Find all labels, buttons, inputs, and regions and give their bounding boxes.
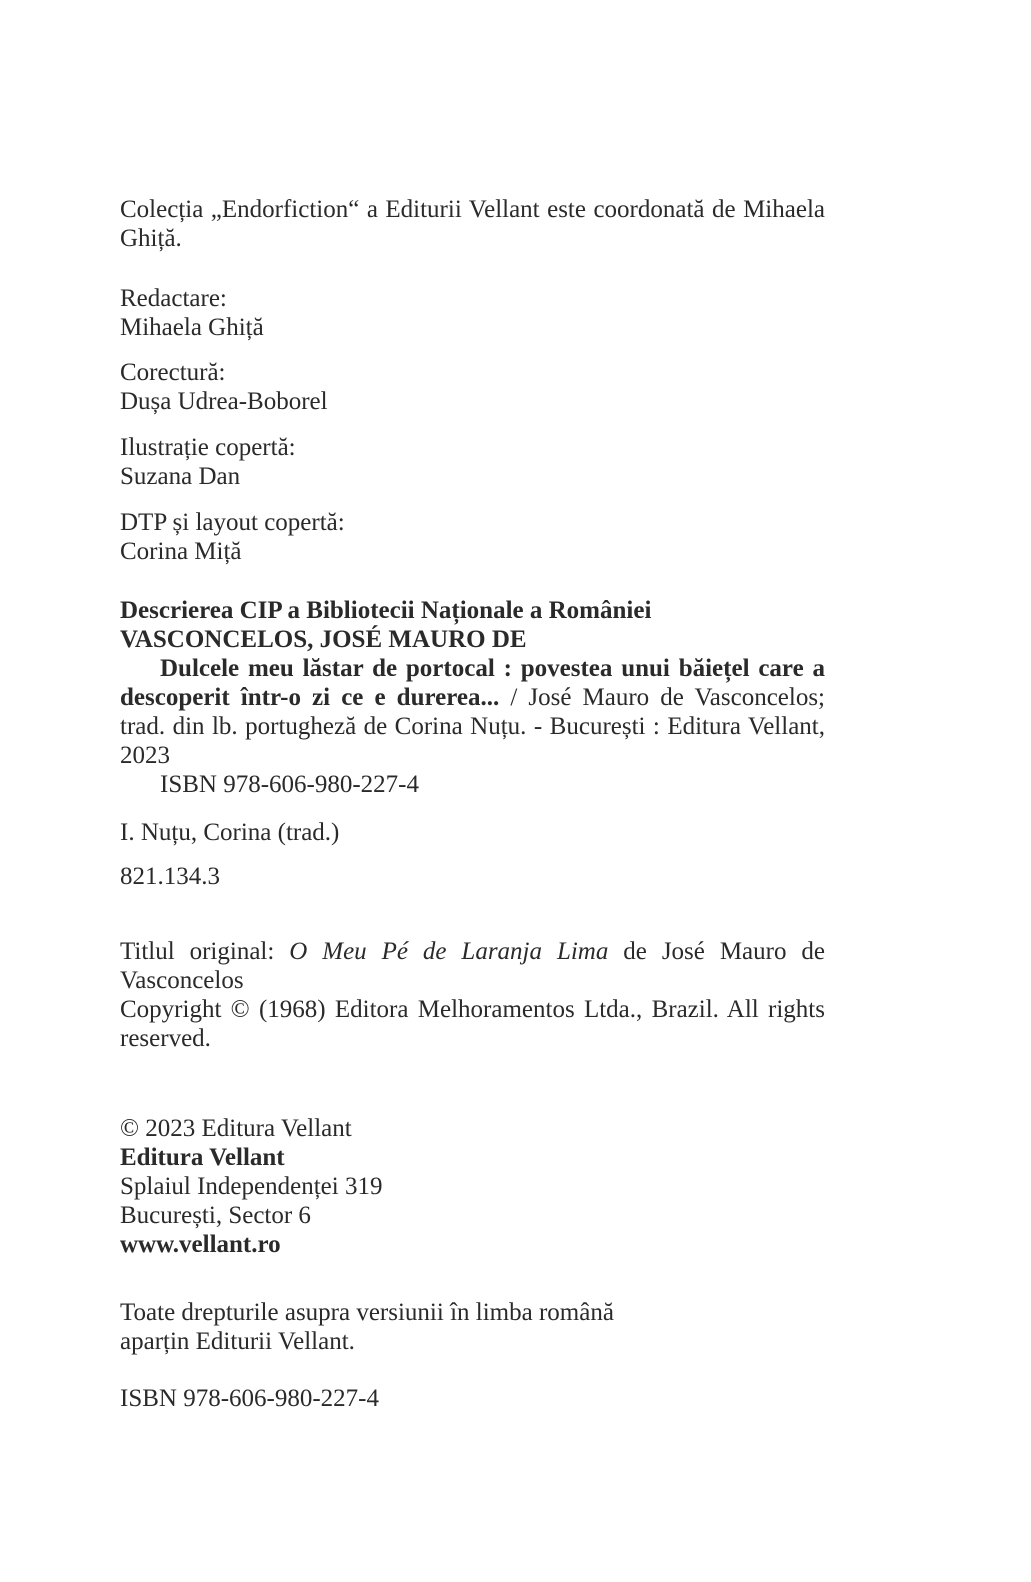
rights-notice [120,1298,825,1356]
rights-line-1: Toate drepturile asupra versiunii în limba română [120,1299,614,1326]
credit-editing [120,284,825,342]
credit-cover-illustration [120,433,825,491]
publisher-street: Splaiul Independenței 319 [120,1173,383,1200]
original-title-prefix: Titlul original: [120,938,290,965]
original-copyright: Copyright © (1968) Editora Melhoramentos Ltda., Brazil. All rights reserved. [120,996,825,1052]
publisher-name: Editura Vellant [120,1144,285,1171]
credit-dtp-layout [120,508,825,566]
rights-line-2: aparțin Editurii Vellant. [120,1328,355,1355]
original-title-block [120,937,825,1053]
credit-name: Corina Miță [120,538,242,565]
cip-translator: I. Nuțu, Corina (trad.) [120,819,340,846]
cip-heading: Descrierea CIP a Bibliotecii Naționale a României [120,597,652,624]
credit-role: DTP și layout copertă: [120,509,345,536]
cip-book-title: Dulcele meu lăstar de portocal : povestea unui băiețel care a descoperit într-o zi ce e durerea... [120,655,825,711]
cip-publication-details: / José Mauro de Vasconcelos; trad. din lb. portugheză de Corina Nuțu. - București : Editura Vellant, 2023 [120,684,826,769]
original-title-author: de José Mauro de Vasconcelos [120,938,825,994]
credit-role: Ilustrație copertă: [120,434,296,461]
credit-name: Mihaela Ghiță [120,314,264,341]
publisher-copyright: © 2023 Editura Vellant [120,1115,352,1142]
cip-description [120,654,825,770]
credit-name: Suzana Dan [120,463,241,490]
original-title [120,937,825,995]
collection-note: Colecția „Endorfiction“ a Editurii Vellant este coordonată de Mihaela Ghiță. [120,196,825,252]
cip-block [120,596,825,799]
publisher-block [120,1114,825,1259]
cip-isbn: ISBN 978-606-980-227-4 [160,771,420,798]
credit-role: Redactare: [120,285,227,312]
original-title-name: O Meu Pé de Laranja Lima [289,938,609,965]
credit-name: Dușa Udrea-Boborel [120,388,328,415]
publisher-website: www.vellant.ro [120,1231,281,1258]
credit-proofreading [120,358,825,416]
cip-classification: 821.134.3 [120,863,220,890]
cip-author: VASCONCELOS, JOSÉ MAURO DE [120,626,527,653]
isbn-bottom: ISBN 978-606-980-227-4 [120,1385,380,1412]
credit-role: Corectură: [120,359,226,386]
publisher-city: București, Sector 6 [120,1202,311,1229]
